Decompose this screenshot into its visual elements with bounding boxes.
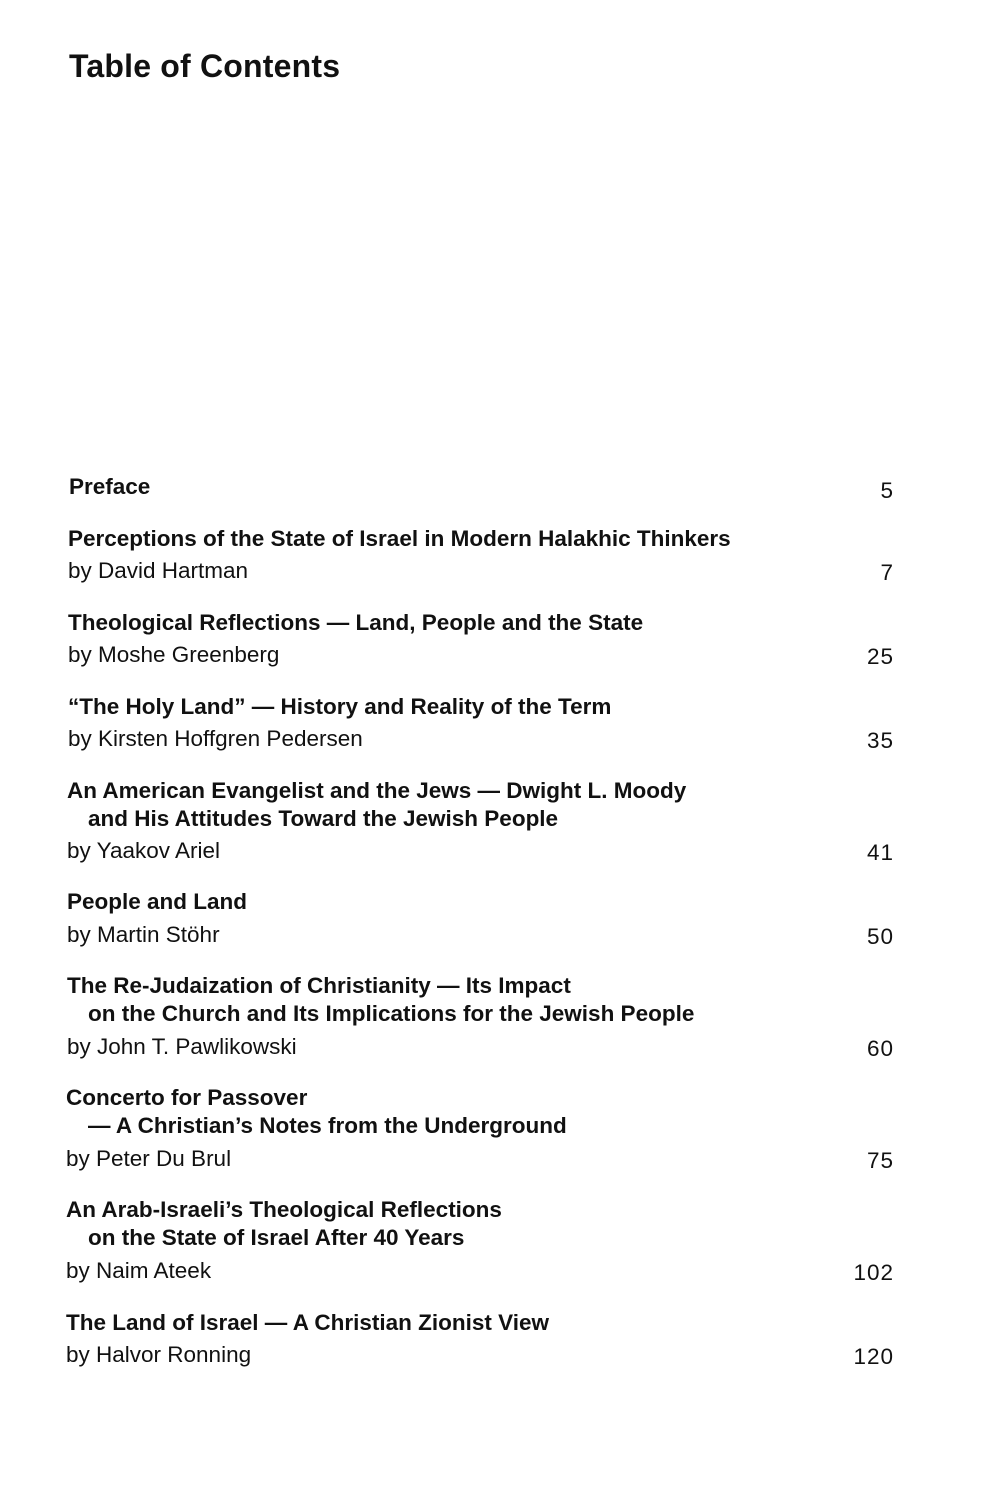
toc-entry-title: An Arab-Israeli’s Theological Reflections [66,1197,502,1222]
toc-entry-title: Preface [69,474,151,499]
toc-entry-author: by Peter Du Brul [66,1146,232,1171]
toc-entry-author: by Kirsten Hoffgren Pedersen [68,726,363,751]
toc-page-number: 102 [853,1260,894,1285]
toc-page-number: 7 [880,560,894,585]
toc-page-number: 50 [866,924,894,949]
toc-page-number: 5 [880,478,894,503]
toc-entry-title: Concerto for Passover [66,1085,308,1110]
toc-page-number: 41 [866,840,894,865]
toc-entry-title: Theological Reflections — Land, People and the State [68,610,644,635]
toc-page-number: 35 [866,728,894,753]
toc-entry-title: The Re-Judaization of Christianity — Its Impact [67,973,571,998]
toc-page-number: 120 [853,1344,894,1369]
toc-entry-title: Perceptions of the State of Israel in Modern Halakhic Thinkers [68,526,731,551]
toc-entry-author: by John T. Pawlikowski [67,1034,297,1059]
page-title: Table of Contents [69,48,341,84]
toc-entry-author: by Halvor Ronning [66,1342,252,1367]
toc-page-number: 75 [866,1148,894,1173]
toc-entry-title: The Land of Israel — A Christian Zionist View [66,1310,549,1335]
toc-entry-title: An American Evangelist and the Jews — Dwight L. Moody [67,778,687,803]
toc-entry-author: by Martin Stöhr [67,922,220,947]
toc-page-number: 60 [866,1036,894,1061]
toc-entry-author: by Naim Ateek [66,1258,212,1283]
toc-entry-author: by Yaakov Ariel [67,838,221,863]
toc-entry-author: by Moshe Greenberg [68,642,280,667]
toc-page-number: 25 [866,644,894,669]
toc-entry-title: “The Holy Land” — History and Reality of the Term [68,694,612,719]
toc-entry-title-continued: — A Christian’s Notes from the Underground [88,1113,567,1138]
toc-entry-title-continued: and His Attitudes Toward the Jewish People [88,806,559,831]
toc-entry-author: by David Hartman [68,558,249,583]
toc-entry-title-continued: on the State of Israel After 40 Years [88,1225,465,1250]
toc-entry-title-continued: on the Church and Its Implications for the Jewish People [88,1001,695,1026]
toc-entry-title: People and Land [67,889,248,914]
